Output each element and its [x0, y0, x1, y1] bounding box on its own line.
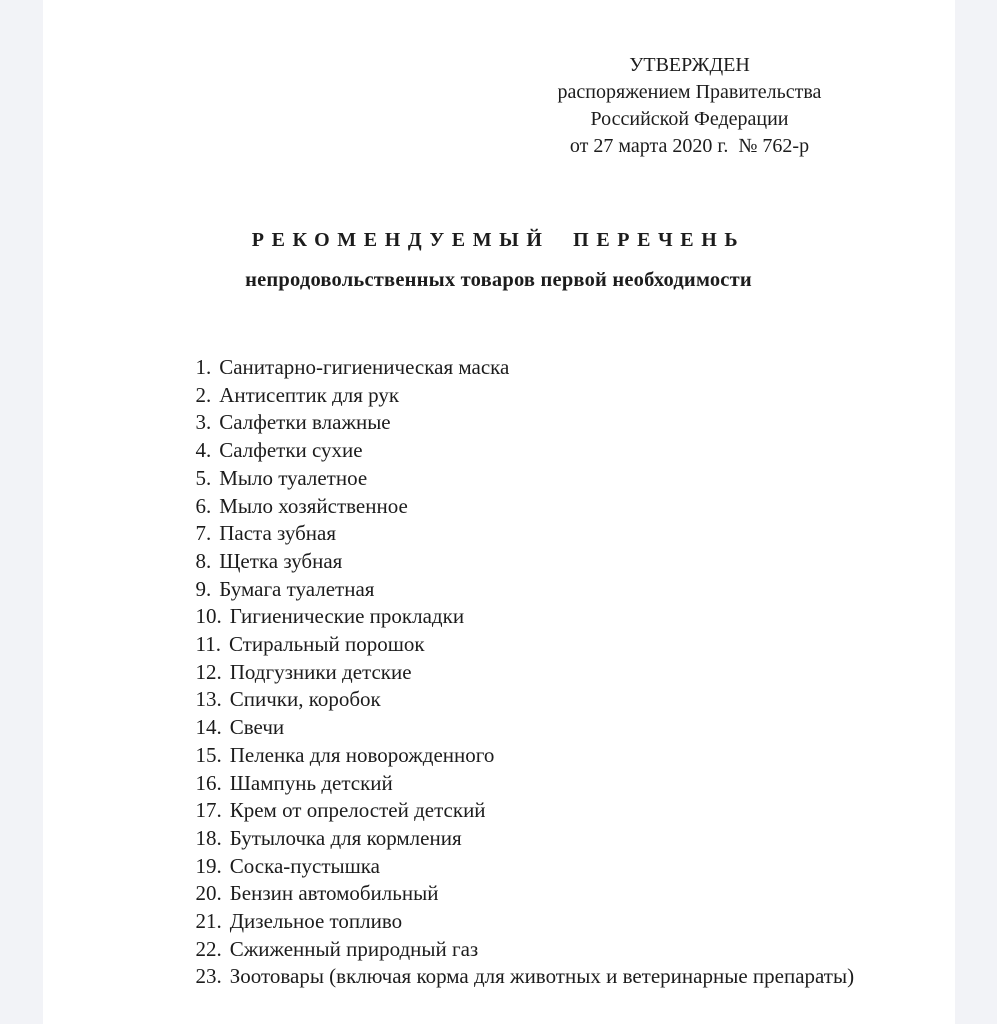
- item-number: 7.: [195, 521, 212, 546]
- list-item: [196, 908, 955, 936]
- item-number: 9.: [195, 576, 212, 601]
- list-item: [196, 409, 955, 437]
- list-item: [196, 465, 955, 493]
- list-item: [196, 963, 955, 991]
- approval-stamp: [525, 52, 855, 160]
- item-number: 15.: [195, 742, 222, 767]
- list-item: [196, 354, 955, 382]
- list-item: [196, 382, 955, 410]
- list-item: [196, 576, 955, 604]
- list-item: [196, 437, 955, 465]
- item-label: Дизельное топливо: [229, 909, 403, 934]
- list-item: [196, 853, 955, 881]
- item-number: 10.: [195, 604, 222, 629]
- item-label: Бензин автомобильный: [229, 881, 439, 906]
- item-label: Крем от опрелостей детский: [229, 798, 486, 823]
- item-label: Спички, коробок: [229, 687, 381, 712]
- item-label: Гигиенические прокладки: [229, 604, 465, 629]
- item-label: Подгузники детские: [229, 659, 412, 684]
- list-item: [196, 659, 955, 687]
- item-label: Санитарно-гигиеническая маска: [219, 355, 510, 379]
- item-label: Мыло туалетное: [219, 465, 368, 490]
- list-item: [196, 742, 955, 770]
- item-number: 8.: [195, 548, 212, 573]
- list-item: [196, 880, 955, 908]
- list-item: [196, 631, 955, 659]
- approval-line: УТВЕРЖДЕН: [629, 54, 750, 76]
- item-label: Бумага туалетная: [219, 576, 375, 601]
- item-number: 11.: [195, 632, 221, 657]
- item-label: Бутылочка для кормления: [229, 825, 462, 850]
- item-number: 21.: [195, 909, 222, 934]
- item-number: 17.: [195, 798, 222, 823]
- item-number: 12.: [195, 659, 222, 684]
- item-label: Антисептик для рук: [219, 382, 400, 407]
- items-list: [43, 354, 955, 991]
- list-item: [196, 825, 955, 853]
- item-label: Пеленка для новорожденного: [229, 742, 495, 767]
- item-label: Мыло хозяйственное: [219, 493, 408, 518]
- list-item: [196, 936, 955, 964]
- list-item: [196, 770, 955, 798]
- item-label: Щетка зубная: [219, 548, 343, 573]
- item-label: Салфетки влажные: [219, 410, 391, 435]
- item-number: 16.: [195, 770, 222, 795]
- item-label: Шампунь детский: [229, 770, 393, 795]
- item-number: 20.: [195, 881, 222, 906]
- approval-line: распоряжением Правительства: [557, 81, 822, 103]
- document-title: РЕКОМЕНДУЕМЫЙ ПЕРЕЧЕНЬ: [251, 229, 746, 251]
- item-number: 22.: [195, 936, 222, 961]
- approval-line: от 27 марта 2020 г. № 762-р: [569, 135, 810, 157]
- list-item: [196, 714, 955, 742]
- item-number: 5.: [195, 465, 212, 490]
- item-number: 4.: [195, 438, 212, 463]
- item-number: 13.: [195, 687, 222, 712]
- list-item: [196, 493, 955, 521]
- list-item: [196, 603, 955, 631]
- item-number: 6.: [195, 493, 212, 518]
- document-subtitle: непродовольственных товаров первой необходимости: [245, 269, 752, 291]
- item-number: 3.: [195, 410, 212, 435]
- item-number: 18.: [195, 825, 222, 850]
- item-number: 14.: [195, 715, 222, 740]
- item-label: Зоотовары (включая корма для животных и ветеринарные препараты): [229, 964, 855, 989]
- list-item: [196, 686, 955, 714]
- item-label: Соска-пустышка: [229, 853, 380, 878]
- item-number: 1.: [195, 355, 212, 379]
- item-label: Салфетки сухие: [219, 438, 363, 463]
- item-label: Свечи: [229, 715, 285, 740]
- list-item: [196, 520, 955, 548]
- approval-line: Российской Федерации: [590, 108, 789, 130]
- item-number: 19.: [195, 853, 222, 878]
- list-item: [196, 548, 955, 576]
- item-label: Стиральный порошок: [228, 632, 425, 657]
- item-label: Сжиженный природный газ: [229, 936, 479, 961]
- item-label: Паста зубная: [219, 521, 337, 546]
- list-item: [196, 797, 955, 825]
- item-number: 2.: [195, 382, 212, 407]
- item-number: 23.: [195, 964, 222, 989]
- document-page: [43, 0, 955, 1024]
